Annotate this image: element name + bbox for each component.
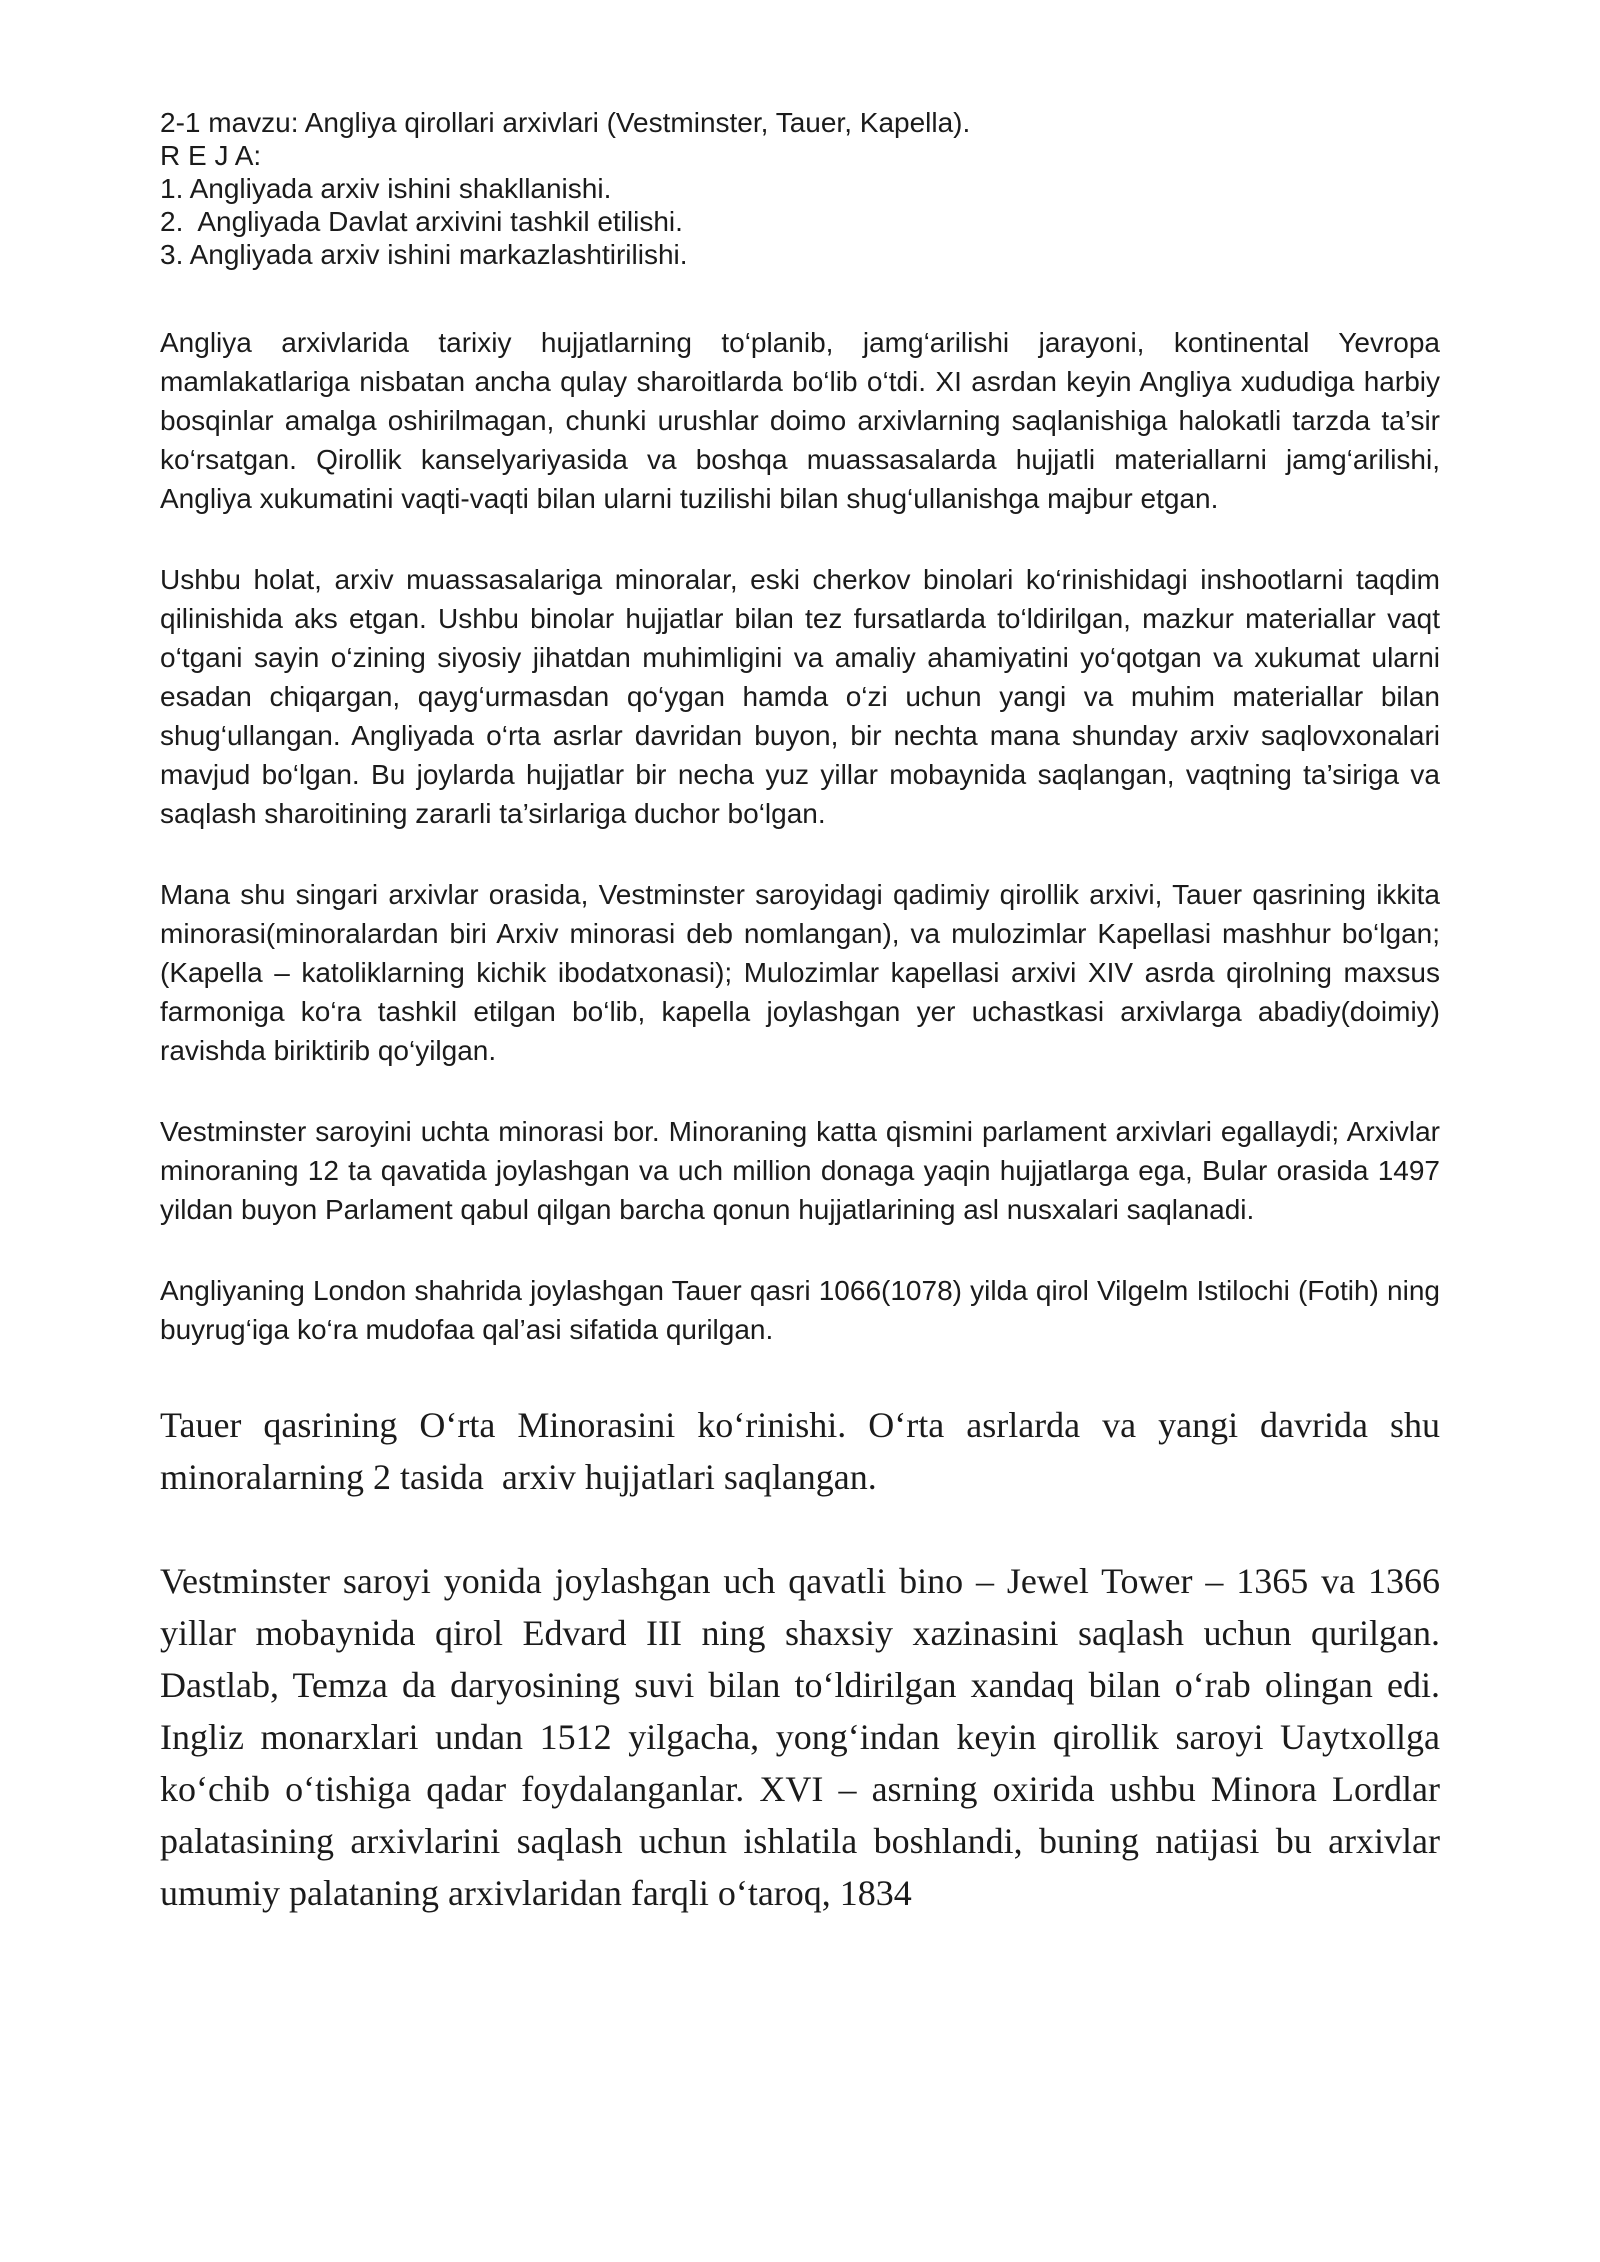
body-paragraph-4: Vestminster saroyini uchta minorasi bor. Minoraning katta qismini parlament arxivlari egallaydi; Arxivlar minoraning 12 ta qavatida joylashgan va uch million donaga yaqin hujjatlarga ega, Bular orasida 1497 yildan buyon Parlament qabul qilgan barcha qonun hujjatlarining asl nusxalari saqlanadi. <box>160 1116 1440 1225</box>
serif-paragraph-1: Tauer qasrining O‘rta Minorasini ko‘rinishi. O‘rta asrlarda va yangi davrida shu minoralarning 2 tasida arxiv hujjatlari saqlangan. <box>160 1405 1449 1497</box>
serif-paragraph-2: Vestminster saroyi yonida joylashgan uch qavatli bino – Jewel Tower – 1365 va 1366 yillar mobaynida qirol Edvard III ning shaxsiy xazinasini saqlash uchun qurilgan. Dastlab, Temza da daryosining suvi bilan to‘ldirilgan xandaq bilan o‘rab olingan edi. Ingliz monarxlari undan 1512 yilgacha, yong‘indan keyin qirollik saroyi Uaytxollga ko‘chib o‘tishiga qadar foydalanganlar. XVI – asrning oxirida ushbu Minora Lordlar palatasining arxivlarini saqlash uchun ishlatila boshlandi, buning natijasi bu arxivlar umumiy palataning arxivlaridan farqli o‘taroq, 1834 <box>160 1561 1449 1913</box>
plan-item-2: 2. Angliyada Davlat arxivini tashkil etilishi. <box>160 206 683 237</box>
plan-heading: R E J A: <box>160 140 262 171</box>
body-paragraph-1: Angliya arxivlarida tarixiy hujjatlarning to‘planib, jamg‘arilishi jarayoni, kontinental Yevropa mamlakatlariga nisbatan ancha qulay sharoitlarda bo‘lib o‘tdi. XI asrdan keyin Angliya xududiga harbiy bosqinlar amalga oshirilmagan, chunki urushlar doimo arxivlarning saqlanishiga halokatli tarzda ta’sir ko‘rsatgan. Qirollik kanselyariyasida va boshqa muassasalarda hujjatli materiallarni jamg‘arilishi, Angliya xukumatini vaqti-vaqti bilan ularni tuzilishi bilan shug‘ullanishga majbur etgan. <box>160 327 1440 514</box>
document-heading-block <box>160 106 1440 271</box>
plan-item-3: 3. Angliyada arxiv ishini markazlashtirilishi. <box>160 239 688 270</box>
body-paragraph-2: Ushbu holat, arxiv muassasalariga minoralar, eski cherkov binolari ko‘rinishidagi inshootlarni taqdim qilinishida aks etgan. Ushbu binolar hujjatlar bilan tez fursatlarda to‘ldirilgan, mazkur materiallar vaqt o‘tgani sayin o‘zining siyosiy jihatdan muhimligini va amaliy ahamiyatini yo‘qotgan va xukumat ularni esadan chiqargan, qayg‘urmasdan qo‘ygan hamda o‘zi uchun yangi va muhim materiallar bilan shug‘ullangan. Angliyada o‘rta asrlar davridan buyon, bir nechta mana shunday arxiv saqlovxonalari mavjud bo‘lgan. Bu joylarda hujjatlar bir necha yuz yillar mobaynida saqlangan, vaqtning ta’siriga va saqlash sharoitining zararli ta’sirlariga duchor bo‘lgan. <box>160 564 1440 829</box>
plan-item-1: 1. Angliyada arxiv ishini shakllanishi. <box>160 173 612 204</box>
body-paragraph-3: Mana shu singari arxivlar orasida, Vestminster saroyidagi qadimiy qirollik arxivi, Tauer qasrining ikkita minorasi(minoralardan biri Arxiv minorasi deb nomlangan), va mulozimlar Kapellasi mashhur bo‘lgan; (Kapella – katoliklarning kichik ibodatxonasi); Mulozimlar kapellasi arxivi XIV asrda qirolning maxsus farmoniga ko‘ra tashkil etilgan bo‘lib, kapella joylashgan yer uchastkasi arxivlarga abadiy(doimiy) ravishda biriktirib qo‘yilgan. <box>160 879 1440 1066</box>
document-title: 2-1 mavzu: Angliya qirollari arxivlari (Vestminster, Tauer, Kapella). <box>160 107 971 138</box>
body-paragraph-5: Angliyaning London shahrida joylashgan Tauer qasri 1066(1078) yilda qirol Vilgelm Istilochi (Fotih) ning buyrug‘iga ko‘ra mudofaa qal’asi sifatida qurilgan. <box>160 1275 1440 1345</box>
